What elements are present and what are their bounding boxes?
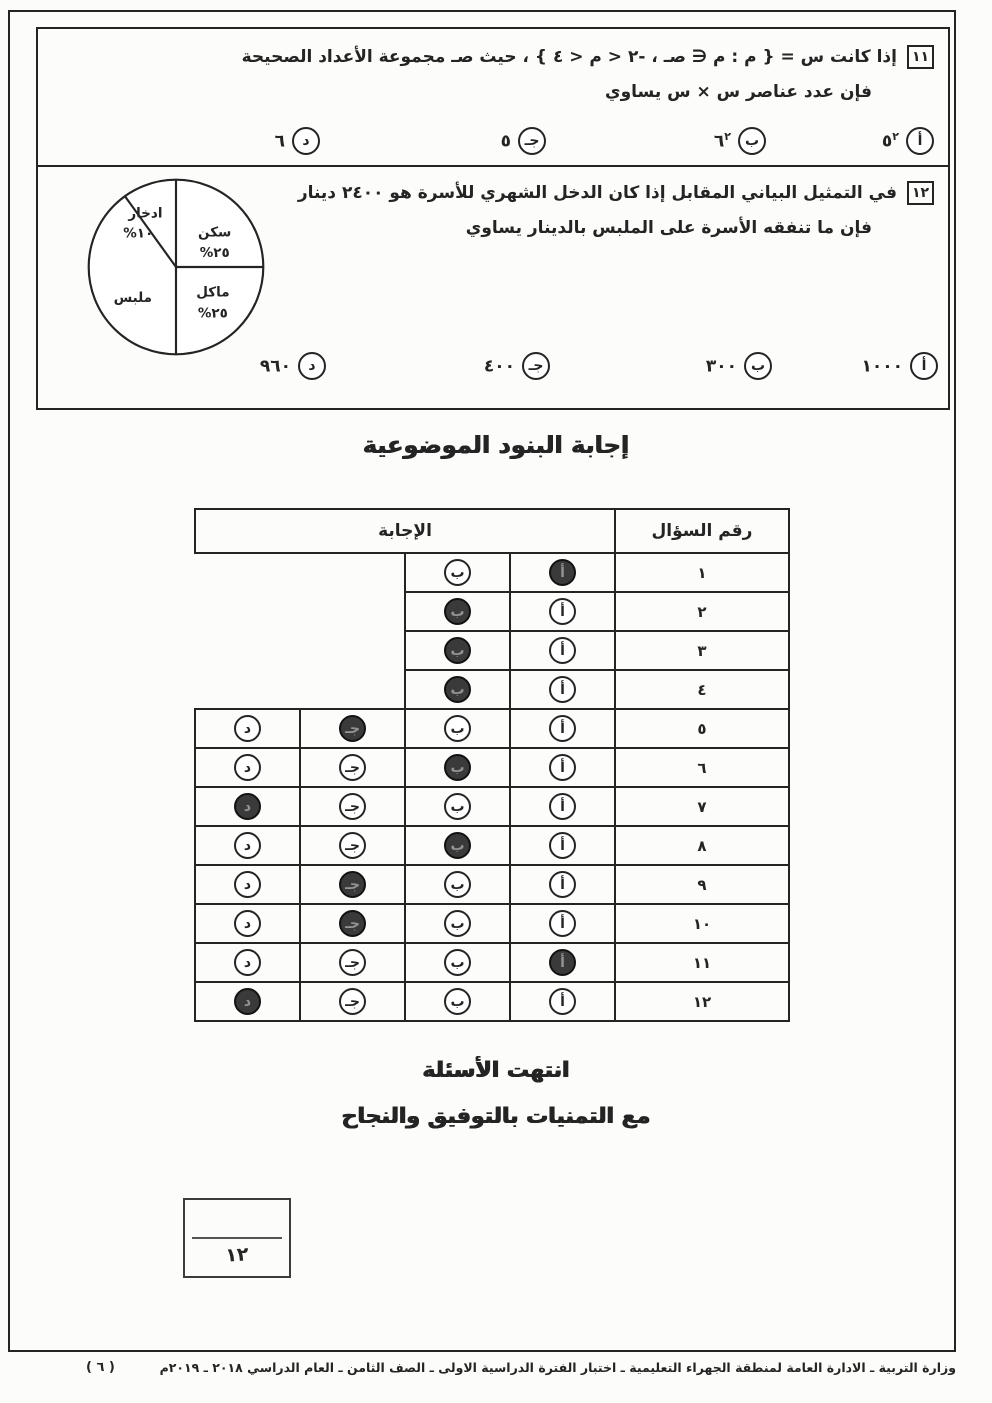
option-circle: أ bbox=[549, 676, 576, 703]
correct-option-circle: ب bbox=[444, 598, 471, 625]
q12-option-a-circle: أ bbox=[910, 352, 938, 380]
pie-label-food: ماكل bbox=[196, 284, 230, 301]
q11-option-c-value: ٥ bbox=[500, 131, 511, 152]
score-total: ١٢ bbox=[224, 1243, 250, 1267]
empty-cell bbox=[195, 592, 300, 631]
answer-option-cell bbox=[300, 709, 405, 748]
empty-cell bbox=[195, 631, 300, 670]
option-circle: د bbox=[234, 871, 261, 898]
answer-option-cell bbox=[195, 826, 300, 865]
option-circle: ب bbox=[444, 715, 471, 742]
option-circle: د bbox=[234, 715, 261, 742]
answer-option-cell bbox=[405, 826, 510, 865]
q11-option-b-circle: ب bbox=[738, 127, 766, 155]
correct-option-circle: ب bbox=[444, 754, 471, 781]
score-box bbox=[183, 1198, 291, 1278]
option-circle: د bbox=[234, 910, 261, 937]
answer-row bbox=[195, 670, 789, 709]
option-circle: أ bbox=[549, 832, 576, 859]
answer-option-cell bbox=[510, 904, 615, 943]
answer-option-cell bbox=[510, 943, 615, 982]
pie-percent-food: %٢٥ bbox=[197, 305, 228, 322]
answer-table-body bbox=[195, 553, 789, 1021]
q12-option-d-value: ٩٦٠ bbox=[259, 356, 291, 377]
pie-label-clothing: ملبس bbox=[113, 290, 153, 307]
answer-option-cell bbox=[195, 748, 300, 787]
q11-option-b bbox=[714, 127, 766, 155]
q11-option-d-value: ٦ bbox=[274, 131, 285, 152]
correct-option-circle: جـ bbox=[339, 871, 366, 898]
question-11-text-line1: إذا كانت س = { م : م ∈ صـ ، -٢ < م < ٤ } ، حيث صـ مجموعة الأعداد الصحيحة bbox=[241, 47, 897, 67]
answer-option-cell bbox=[510, 865, 615, 904]
answer-option-cell bbox=[510, 553, 615, 592]
closing-line-1: انتهت الأسئلة bbox=[422, 1058, 570, 1083]
q12-option-b bbox=[706, 352, 772, 380]
q11-option-d-circle: د bbox=[292, 127, 320, 155]
correct-option-circle: ب bbox=[444, 832, 471, 859]
correct-option-circle: ب bbox=[444, 676, 471, 703]
q11-option-a-circle: أ bbox=[906, 127, 934, 155]
answer-row bbox=[195, 787, 789, 826]
q11-option-c bbox=[501, 127, 546, 155]
question-12-number-box: ١٢ bbox=[907, 181, 934, 205]
q12-option-c-value: ٤٠٠ bbox=[483, 356, 515, 377]
option-circle: د bbox=[234, 949, 261, 976]
answer-option-cell bbox=[300, 904, 405, 943]
option-circle: جـ bbox=[339, 754, 366, 781]
footer-text: وزارة التربية ـ الادارة العامة لمنطقة الجهراء التعليمية ـ اختبار الفترة الدراسية الاولى ـ الصف الثامن ـ العام الدراسي ٢٠١٨ ـ ٢٠١٩م bbox=[159, 1360, 956, 1375]
empty-cell bbox=[195, 670, 300, 709]
answer-row bbox=[195, 943, 789, 982]
answer-row bbox=[195, 709, 789, 748]
empty-cell bbox=[300, 631, 405, 670]
option-circle: ب bbox=[444, 793, 471, 820]
q11-option-a bbox=[882, 127, 934, 155]
question-number-cell: ١٠ bbox=[615, 904, 789, 943]
option-circle: أ bbox=[549, 637, 576, 664]
answer-option-cell bbox=[405, 904, 510, 943]
question-11-text-line2: فإن عدد عناصر س × س يساوي bbox=[604, 82, 872, 102]
answer-row bbox=[195, 904, 789, 943]
question-12-text-line1: في التمثيل البياني المقابل إذا كان الدخل الشهري للأسرة هو ٢٤٠٠ دينار bbox=[297, 183, 897, 203]
q12-option-c-circle: جـ bbox=[522, 352, 550, 380]
answer-option-cell bbox=[405, 748, 510, 787]
correct-option-circle: جـ bbox=[339, 715, 366, 742]
question-11-number-box: ١١ bbox=[907, 45, 934, 69]
answer-option-cell bbox=[300, 982, 405, 1021]
option-circle: أ bbox=[549, 793, 576, 820]
answer-row bbox=[195, 865, 789, 904]
option-circle: أ bbox=[549, 988, 576, 1015]
option-circle: ب bbox=[444, 949, 471, 976]
answer-option-cell bbox=[195, 865, 300, 904]
option-circle: ب bbox=[444, 871, 471, 898]
question-number-cell: ٢ bbox=[615, 592, 789, 631]
answer-option-cell bbox=[300, 865, 405, 904]
option-circle: أ bbox=[549, 598, 576, 625]
question-number-cell: ٦ bbox=[615, 748, 789, 787]
empty-cell bbox=[300, 553, 405, 592]
answer-row bbox=[195, 553, 789, 592]
answer-option-cell bbox=[195, 943, 300, 982]
empty-cell bbox=[195, 553, 300, 592]
answer-table-header-row bbox=[195, 509, 789, 553]
pie-label-savings: ادخار bbox=[128, 205, 163, 222]
q12-option-d-circle: د bbox=[298, 352, 326, 380]
option-circle: ب bbox=[444, 988, 471, 1015]
correct-option-circle: د bbox=[234, 988, 261, 1015]
correct-option-circle: أ bbox=[549, 559, 576, 586]
question-number-cell: ٧ bbox=[615, 787, 789, 826]
question-11 bbox=[38, 29, 948, 167]
answer-row bbox=[195, 826, 789, 865]
q12-option-a bbox=[861, 352, 938, 380]
page-number: ( ٦ ) bbox=[86, 1360, 115, 1375]
option-circle: ب bbox=[444, 910, 471, 937]
answer-option-cell bbox=[300, 748, 405, 787]
pie-percent-housing: %٢٥ bbox=[199, 245, 230, 262]
q12-option-a-value: ١٠٠٠ bbox=[861, 356, 903, 377]
answer-option-cell bbox=[510, 670, 615, 709]
answer-option-cell bbox=[405, 787, 510, 826]
answer-option-cell bbox=[510, 982, 615, 1021]
answer-option-cell bbox=[405, 865, 510, 904]
option-circle: ب bbox=[444, 559, 471, 586]
answer-option-cell bbox=[300, 943, 405, 982]
answer-option-cell bbox=[405, 631, 510, 670]
answer-header: الإجابة bbox=[195, 509, 615, 553]
answer-option-cell bbox=[405, 943, 510, 982]
question-number-cell: ٩ bbox=[615, 865, 789, 904]
option-circle: جـ bbox=[339, 949, 366, 976]
option-circle: جـ bbox=[339, 793, 366, 820]
q12-option-b-value: ٣٠٠ bbox=[705, 356, 737, 377]
correct-option-circle: جـ bbox=[339, 910, 366, 937]
option-circle: د bbox=[234, 832, 261, 859]
q12-option-c bbox=[484, 352, 550, 380]
answer-option-cell bbox=[195, 787, 300, 826]
answer-option-cell bbox=[510, 592, 615, 631]
pie-chart bbox=[86, 177, 266, 357]
q12-option-d bbox=[260, 352, 326, 380]
answer-option-cell bbox=[405, 709, 510, 748]
answer-row bbox=[195, 748, 789, 787]
answer-option-cell bbox=[405, 592, 510, 631]
q11-option-c-circle: جـ bbox=[518, 127, 546, 155]
answer-option-cell bbox=[510, 748, 615, 787]
question-number-cell: ٨ bbox=[615, 826, 789, 865]
section-title: إجابة البنود الموضوعية bbox=[362, 431, 630, 459]
answer-option-cell bbox=[405, 553, 510, 592]
option-circle: جـ bbox=[339, 988, 366, 1015]
correct-option-circle: أ bbox=[549, 949, 576, 976]
correct-option-circle: ب bbox=[444, 637, 471, 664]
question-12-text-line2: فإن ما تنفقه الأسرة على الملبس بالدينار يساوي bbox=[465, 218, 872, 238]
correct-option-circle: د bbox=[234, 793, 261, 820]
question-number-cell: ١٢ bbox=[615, 982, 789, 1021]
pie-percent-savings: %١٠ bbox=[123, 225, 154, 242]
q11-option-d bbox=[275, 127, 320, 155]
answer-option-cell bbox=[510, 787, 615, 826]
answer-option-cell bbox=[300, 787, 405, 826]
answer-option-cell bbox=[510, 826, 615, 865]
answer-option-cell bbox=[510, 631, 615, 670]
answer-option-cell bbox=[195, 904, 300, 943]
option-circle: جـ bbox=[339, 832, 366, 859]
answer-option-cell bbox=[195, 709, 300, 748]
answer-key-table bbox=[194, 508, 790, 1022]
answer-option-cell bbox=[405, 670, 510, 709]
answer-option-cell bbox=[405, 982, 510, 1021]
closing-line-2: مع التمنيات بالتوفيق والنجاح bbox=[341, 1104, 651, 1129]
question-number-cell: ٥ bbox=[615, 709, 789, 748]
empty-cell bbox=[300, 670, 405, 709]
q11-option-a-value: $٥^٢$ bbox=[881, 130, 899, 152]
option-circle: أ bbox=[549, 871, 576, 898]
answer-option-cell bbox=[510, 709, 615, 748]
option-circle: د bbox=[234, 754, 261, 781]
pie-label-housing: سكن bbox=[198, 224, 232, 241]
score-divider-line bbox=[192, 1237, 282, 1239]
question-12 bbox=[38, 167, 948, 406]
question-number-header: رقم السؤال bbox=[615, 509, 789, 553]
question-number-cell: ١١ bbox=[615, 943, 789, 982]
question-11-line1-row bbox=[38, 45, 934, 69]
question-number-cell: ٤ bbox=[615, 670, 789, 709]
option-circle: أ bbox=[549, 754, 576, 781]
empty-cell bbox=[300, 592, 405, 631]
question-number-cell: ١ bbox=[615, 553, 789, 592]
q11-option-b-value: $٦^٢$ bbox=[713, 130, 731, 152]
option-circle: أ bbox=[549, 910, 576, 937]
q12-option-b-circle: ب bbox=[744, 352, 772, 380]
answer-row bbox=[195, 592, 789, 631]
answer-row bbox=[195, 631, 789, 670]
answer-option-cell bbox=[195, 982, 300, 1021]
questions-frame bbox=[36, 27, 950, 410]
question-number-cell: ٣ bbox=[615, 631, 789, 670]
answer-option-cell bbox=[300, 826, 405, 865]
answer-row bbox=[195, 982, 789, 1021]
option-circle: أ bbox=[549, 715, 576, 742]
